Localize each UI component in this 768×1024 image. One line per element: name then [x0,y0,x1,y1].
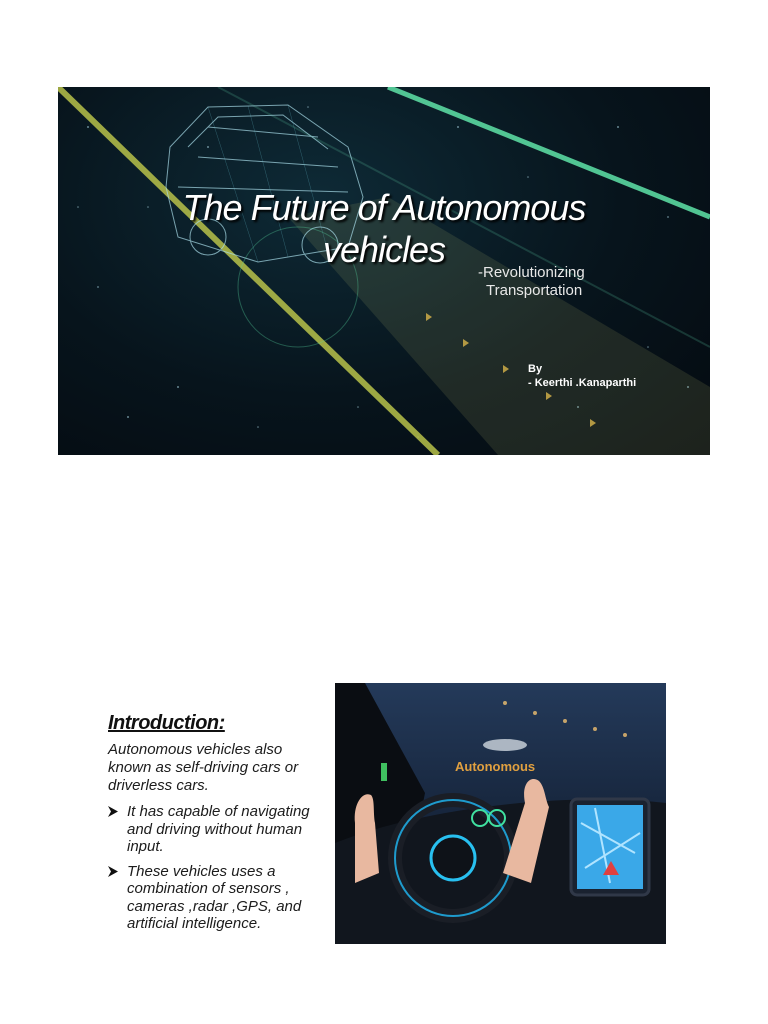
title-slide [58,87,710,455]
subtitle-line-2: Transportation [486,282,583,299]
introduction-bullets [108,803,328,933]
introduction-heading: Introduction: [108,712,225,734]
presentation-title [78,187,690,271]
road-background-graphic [58,87,710,455]
car-interior-illustration [335,683,666,944]
byline-author: - Keerthi .Kanaparthi [528,377,637,389]
subtitle-line-1: -Revolutionizing [478,264,585,281]
bullet-item [108,803,328,856]
introduction-section [108,712,328,940]
arrow-bullet-icon [108,806,118,817]
presentation-subtitle [478,264,585,300]
arrow-bullet-icon [108,866,118,877]
title-line-2: vehicles [322,229,446,270]
bullet-item [108,863,328,933]
byline-label: By [528,363,543,375]
author-byline [528,362,636,390]
hud-autonomous-text: Autonomous [455,759,536,774]
bullet-text: These vehicles uses a combination of sensors , cameras ,radar ,GPS, and artificial intelligence. [127,862,302,932]
autonomous-car-interior-image [335,683,666,944]
introduction-text: Autonomous vehicles also known as self-driving cars or driverless cars. [108,741,299,794]
bullet-text: It has capable of navigating and driving without human input. [127,803,310,855]
title-line-1: The Future of Autonomous [182,187,586,228]
navigation-screen-icon [571,799,649,895]
